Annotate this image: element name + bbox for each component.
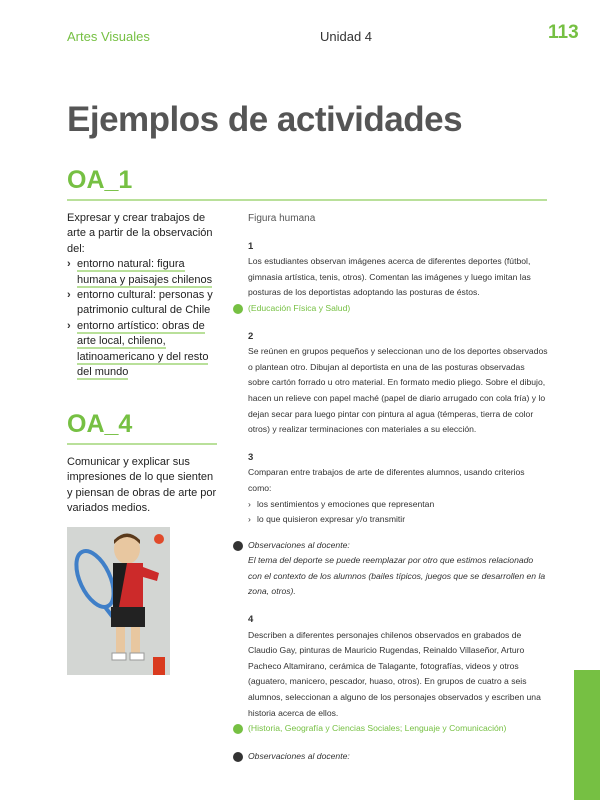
activities-column <box>248 211 548 764</box>
list-item: › lo que quisieron expresar y/o transmitir <box>248 512 548 528</box>
activity-3-number: 3 <box>248 451 254 463</box>
list-item: › entorno natural: figura humana y paisajes chilenos <box>67 257 217 288</box>
activity-3-criteria <box>248 497 548 528</box>
list-item: › entorno cultural: personas y patrimonio cultural de Chile <box>67 288 217 319</box>
activity-1-text: Los estudiantes observan imágenes acerca de diferentes deportes (fútbol, gimnasia artística, tenis, otros). Comentan las imágenes y luego imitan las posturas de los deportistas adoptando las posturas de éstos. <box>248 256 531 298</box>
list-item: › entorno artístico: obras de arte local, chileno, latinoamericano y del resto del mundo <box>67 319 217 381</box>
cross-curricular-icon <box>233 724 243 734</box>
activity-2-number: 2 <box>248 330 254 342</box>
subject-label: Artes Visuales <box>67 29 150 44</box>
page-number: 113 <box>548 22 579 43</box>
teacher-notes-text: El tema del deporte se puede reemplazar por otro que estimos relacionado con el contexto de los alumnos (bailes típicos, juegos que se desarrollen en la zona, otros). <box>248 555 546 597</box>
activity-4-number: 4 <box>248 614 254 626</box>
cross-curricular-icon <box>233 304 243 314</box>
oa4-heading: OA_4 <box>67 410 133 438</box>
oa1-heading: OA_1 <box>67 166 133 194</box>
page-edge-tab <box>574 670 600 800</box>
student-artwork-photo <box>67 527 170 675</box>
page-title: Ejemplos de actividades <box>67 100 463 139</box>
oa4-text: Comunicar y explicar sus impresiones de lo que sienten y piensan de obras de arte por variados medios. <box>67 456 217 515</box>
teacher-notes-label: Observaciones al docente: <box>248 538 548 554</box>
activity-4-ref: (Historia, Geografía y Ciencias Sociales; Lenguaje y Comunicación) <box>248 721 548 737</box>
activity-1-ref: (Educación Física y Salud) <box>248 301 548 317</box>
notes-icon <box>233 541 243 551</box>
oa1-divider <box>67 199 547 201</box>
activity-2-text: Se reúnen en grupos pequeños y seleccionan uno de los deportes observados o plantean otro. Dibujan al deportista en una de las posturas observadas sobre cartón forrado u otro material. En formato medio pliego. Sobre el dibujo, hacen un relieve con papel maché (papel de diario arrugado con cola fría) y lo dejan secar para luego pintar con pintura al agua (témperas, tierra de color otros) y realizar terminaciones con materiales a su elección. <box>248 346 548 435</box>
activity-4-text: Describen a diferentes personajes chilenos observados en grabados de Claudio Gay, pinturas de Mauricio Rugendas, Reinaldo Villaseñor, Arturo Pacheco Altamirano, cerámica de Talagante, fotografías, videos y otros (aguatero, manicero, pescador, huaso, otros). En grupos de cuatro a seis alumnos, seleccionan a alguno de los personajes observados y escriben una historia acerca de ellos. <box>248 629 541 718</box>
unit-label: Unidad 4 <box>320 29 373 44</box>
teacher-notes-label-2: Observaciones al docente: <box>248 749 548 765</box>
oa1-intro: Expresar y crear trabajos de arte a partir de la observación del: <box>67 212 213 255</box>
activity-3-text: Comparan entre trabajos de arte de diferentes alumnos, usando criterios como: <box>248 467 525 493</box>
activity-1-number: 1 <box>248 240 254 252</box>
oa1-list <box>67 257 217 380</box>
oa1-description <box>67 211 217 380</box>
list-item: › los sentimientos y emociones que representan <box>248 497 548 513</box>
oa4-description <box>67 455 217 517</box>
oa4-divider <box>67 443 217 445</box>
notes-icon <box>233 752 243 762</box>
tennis-player-artwork <box>67 527 170 675</box>
activity-label: Figura humana <box>248 213 316 224</box>
